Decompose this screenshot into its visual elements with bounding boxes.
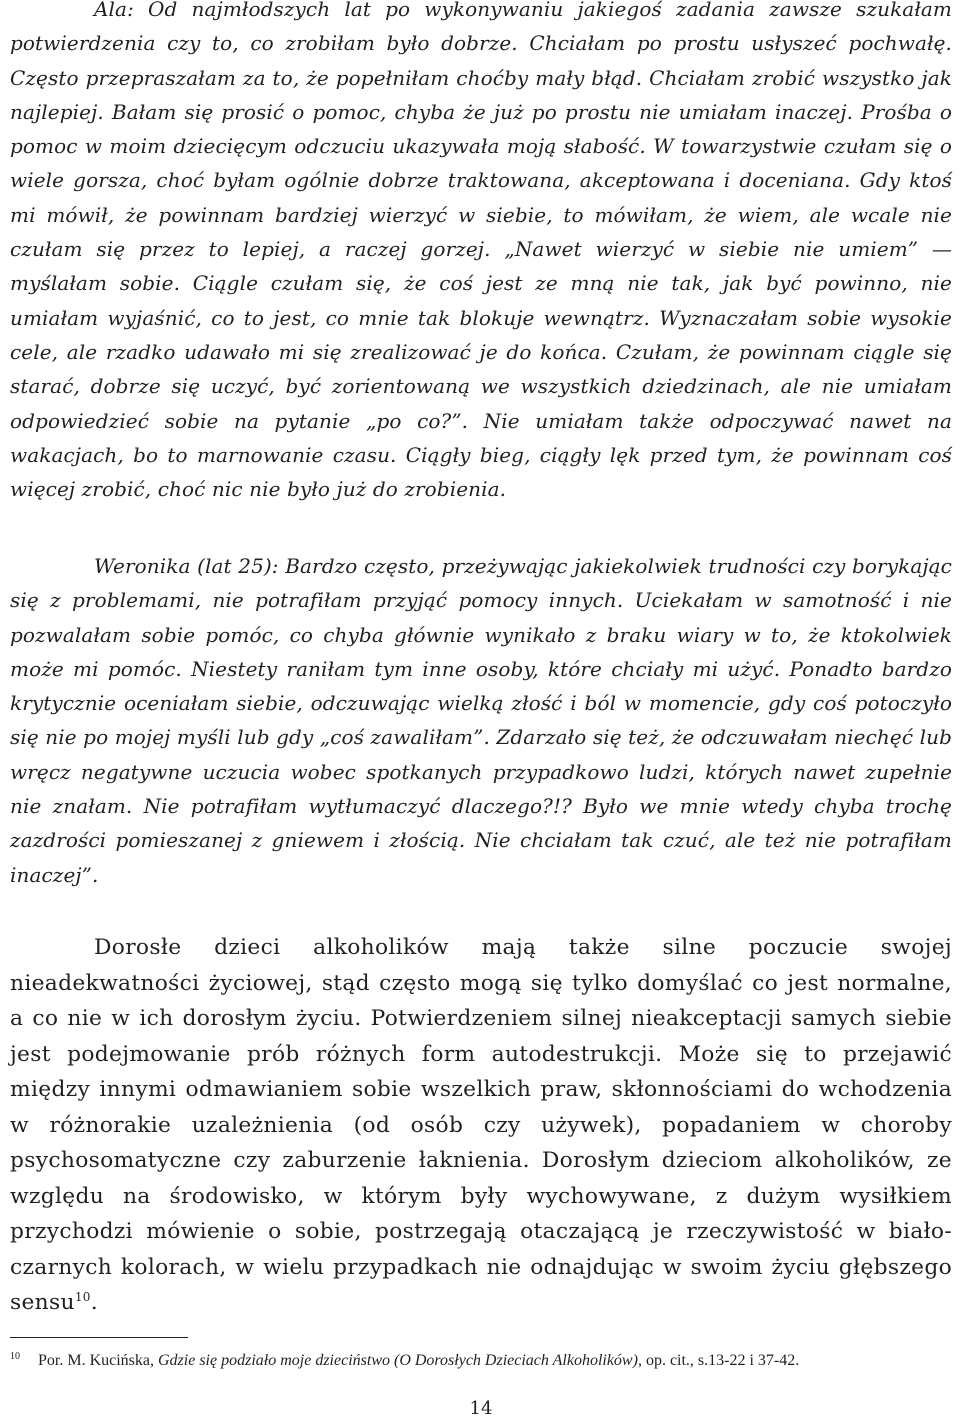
footnote-suffix: , op. cit., s.13-22 i 37-42. (637, 1352, 800, 1369)
body-paragraph-text: Dorosłe dzieci alkoholików mają także silne poczucie swojej nieadekwatności życiowej, stąd często mogą się tylko domyślać co jest normalne, a co nie w ich dorosłym życiu. Potwierdzeniem silnej nieakceptacji samych siebie jest podejmowanie prób różnych form autodestrukcji. Może się to przejawić między innymi odmawianiem sobie wszelkich praw, skłonnościami do wchodzenia w różnorakie uzależnienia (od osób czy używek), popadaniem w choroby psychosomatyczne czy zaburzenie łaknienia. Dorosłym dzieciom alkoholików, ze względu na środowisko, w którym były wychowywane, z dużym wysiłkiem przychodzi mówienie o sobie, postrzegają otaczającą je rzeczywistość w biało-czarnych kolorach, w wielu przypadkach nie odnajdując w swoim życiu głębszego sensu (10, 935, 952, 1315)
quote-paragraph-weronika: Weronika (lat 25): Bardzo często, przeżywając jakiekolwiek trudności czy borykając się z problemami, nie potrafiłam przyjąć pomocy innych. Uciekałam w samotność i nie pozwalałam sobie pomóc, co chyba głównie wynikało z braku wiary w to, że ktokolwiek może mi pomóc. Niestety raniłam tym inne osoby, które chciały mi użyć. Ponadto bardzo krytycznie oceniałam siebie, odczuwając wielką złość i ból w momencie, gdy coś potoczyło się nie po mojej myśli lub gdy „coś zawaliłam”. Zdarzało się też, że odczuwałam niechęć lub wręcz negatywne uczucia wobec spotkanych przypadkowo ludzi, których nawet zupełnie nie znałam. Nie potrafiłam wytłumaczyć dlaczego?!? Było we mnie wtedy chyba trochę zazdrości pomieszanej z gniewem i złością. Nie chciałam tak czuć, ale też nie potrafiłam inaczej”. (10, 554, 952, 887)
quote-paragraph-ala: Ala: Od najmłodszych lat po wykonywaniu jakiegoś zadania zawsze szukałam potwierdzenia czy to, co zrobiłam było dobrze. Chciałam po prostu usłyszeć pochwałę. Często przepraszałam za to, że popełniłam choćby mały błąd. Chciałam zrobić wszystko jak najlepiej. Bałam się prosić o pomoc, chyba że już po prostu nie umiałam inaczej. Prośba o pomoc w moim dziecięcym odczuciu ukazywała moją słabość. W towarzystwie czułam się o wiele gorsza, choć byłam ogólnie dobrze traktowana, akceptowana i doceniana. Gdy ktoś mi mówił, że powinnam bardziej wierzyć w siebie, to mówiłam, że wiem, ale wcale nie czułam się przez to lepiej, a raczej gorzej. „Nawet wierzyć w siebie nie umiem” — myślałam sobie. Ciągle czułam się, że coś jest ze mną nie tak, jak być powinno, nie umiałam wyjaśnić, co to jest, co mnie tak blokuje wewnątrz. Wyznaczałam sobie wysokie cele, ale rzadko udawało mi się zrealizować je do końca. Czułam, że powinnam ciągle się starać, dobrze się uczyć, być zorientowaną we wszystkich dziedzinach, ale nie umiałam odpowiedzieć sobie na pytanie „po co?”. Nie umiałam także odpoczywać nawet na wakacjach, bo to marnowanie czasu. Ciągły bieg, ciągły lęk przed tym, że powinnam coś więcej zrobić, choć nic nie było już do zrobienia. (10, 0, 952, 502)
footnote-prefix: Por. M. Kucińska, (38, 1352, 158, 1369)
body-paragraph-end: . (90, 1290, 98, 1315)
footnote-reference[interactable]: 10 (74, 1290, 91, 1304)
footnote-number: 10 (10, 1351, 20, 1362)
footnote (10, 1350, 952, 1372)
body-paragraph (10, 930, 952, 1321)
footnote-divider (10, 1337, 188, 1338)
footnote-title: Gdzie się podziało moje dzieciństwo (O Dorosłych Dzieciach Alkoholików) (158, 1352, 638, 1369)
page-number: 14 (469, 1398, 493, 1419)
